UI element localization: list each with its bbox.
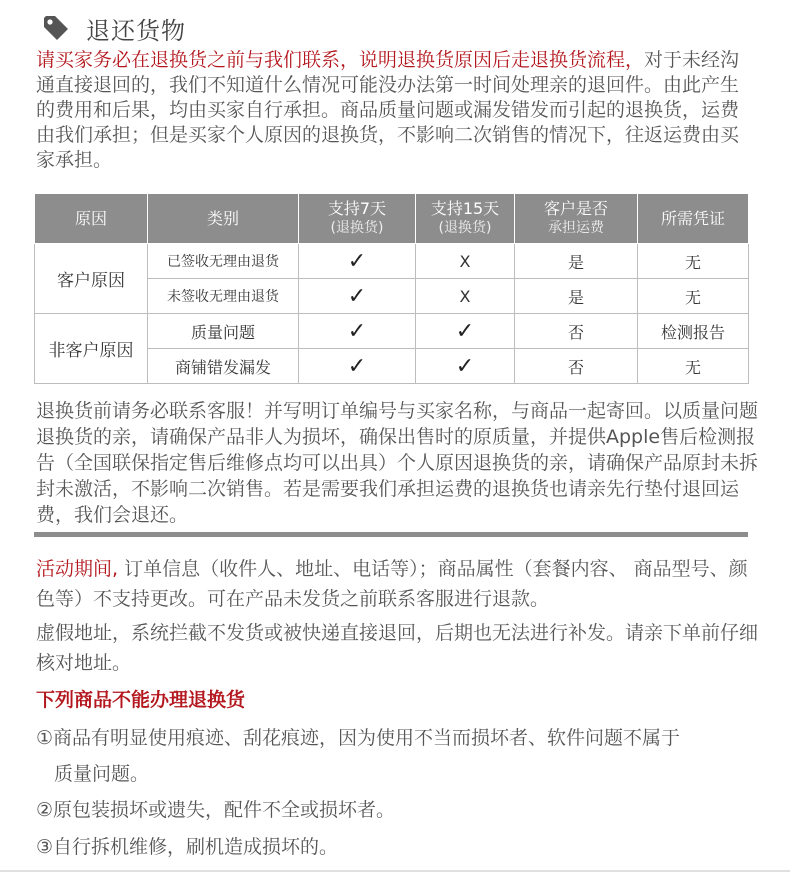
return-policy-table <box>34 193 749 384</box>
section-header <box>40 8 186 48</box>
return-notes: 退换货前请务必联系客服！并写明订单编号与买家名称，与商品一起寄回。以质量问题退换货的亲，请确保产品非人为损坏，确保出售时的原质量，并提供Apple售后检测报告（全国联保指定售后维修点均可以出具）个人原因退换货的亲，请确保产品原封未拆封未激活，不影响二次销售。若是需要我们承担运费的退换货也请亲先行垫付退回运费，我们会退还。 <box>36 400 759 526</box>
no-return-item: ③自行拆机维修，刷机造成损坏的。 <box>36 836 339 858</box>
page-title: 退还货物 <box>86 16 186 45</box>
freight-cell: 是 <box>515 244 638 279</box>
check-icon: ✓ <box>416 349 515 384</box>
category-cell: 质量问题 <box>148 314 299 349</box>
proof-cell: 无 <box>638 349 749 384</box>
category-cell: 商铺错发漏发 <box>148 349 299 384</box>
check-icon: ✓ <box>299 349 416 384</box>
reason-cell: 非客户原因 <box>35 314 148 384</box>
cross-mark: X <box>416 279 515 314</box>
tag-icon <box>40 12 72 44</box>
table-header-row <box>35 194 749 244</box>
table-row <box>35 244 749 279</box>
reason-cell: 客户原因 <box>35 244 148 314</box>
no-return-item: ①商品有明显使用痕迹、刮花痕迹，因为使用不当而损坏者、软件问题不属于 质量问题。 <box>36 727 681 785</box>
no-return-item: ②原包装损坏或遗失，配件不全或损坏者。 <box>36 799 396 821</box>
category-cell: 未签收无理由退货 <box>148 279 299 314</box>
freight-cell: 是 <box>515 279 638 314</box>
check-icon: ✓ <box>416 314 515 349</box>
no-return-title: 下列商品不能办理退换货 <box>36 689 246 711</box>
intro-paragraph <box>36 48 756 173</box>
check-icon: ✓ <box>299 244 416 279</box>
activity-label: 活动期间, <box>36 558 119 580</box>
category-cell: 已签收无理由退货 <box>148 244 299 279</box>
header-freight: 客户是否 承担运费 <box>515 194 638 244</box>
check-icon: ✓ <box>299 279 416 314</box>
intro-warning: 请买家务必在退换货之前与我们联系，说明退换货原因后走退换货流程， <box>36 49 645 71</box>
header-reason: 原因 <box>35 194 148 244</box>
cross-mark: X <box>416 244 515 279</box>
header-category: 类别 <box>148 194 299 244</box>
bottom-divider <box>0 870 790 872</box>
proof-cell: 无 <box>638 279 749 314</box>
check-icon: ✓ <box>299 314 416 349</box>
header-seven-days: 支持7天 (退换货) <box>299 194 416 244</box>
fake-address-warning: 虚假地址，系统拦截不发货或被快递直接退回，后期也无法进行补发。请亲下单前仔细核对地址。 <box>36 622 759 674</box>
header-fifteen-days: 支持15天 (退换货) <box>416 194 515 244</box>
proof-cell: 检测报告 <box>638 314 749 349</box>
section-divider <box>34 532 748 537</box>
activity-notice <box>36 554 766 614</box>
freight-cell: 否 <box>515 349 638 384</box>
header-proof: 所需凭证 <box>638 194 749 244</box>
proof-cell: 无 <box>638 244 749 279</box>
table-row <box>35 314 749 349</box>
freight-cell: 否 <box>515 314 638 349</box>
intro-text: 对于未经沟通直接退回的，我们不知道什么情况可能没办法第一时间处理亲的退回件。由此产生的费用和后果，均由买家自行承担。商品质量问题或漏发错发而引起的退换货，运费由我们承担；但是买家个人原因的退换货，不影响二次销售的情况下，往返运费由买家承担。 <box>36 49 740 171</box>
activity-text: 订单信息（收件人、地址、电话等）；商品属性（套餐内容、 商品型号、颜色等）不支持更改。可在产品未发货之前联系客服进行退款。 <box>36 558 748 610</box>
